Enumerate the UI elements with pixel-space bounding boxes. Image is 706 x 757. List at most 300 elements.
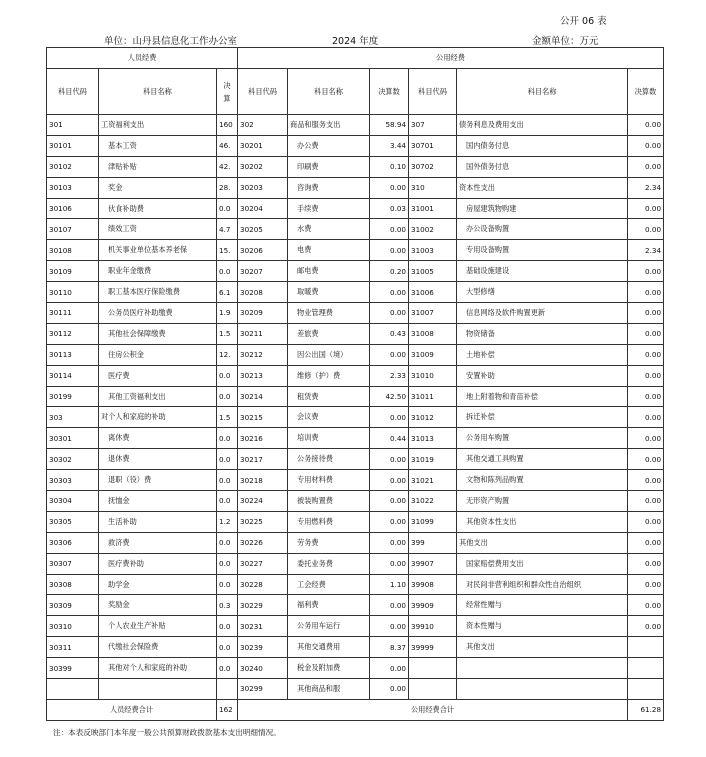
public-code-cell: 30702 [409, 156, 457, 177]
public-name-cell: 无形资产购置 [457, 491, 628, 512]
personnel-code-cell: 30108 [47, 240, 99, 261]
table-row [47, 261, 664, 282]
personnel-name-cell: 医疗费 [99, 365, 217, 386]
personnel-code-cell: 30102 [47, 156, 99, 177]
public-name-cell: 公务用车运行 [288, 616, 370, 637]
public-code-cell: 31013 [409, 428, 457, 449]
public-amount-cell: 0.00 [370, 407, 409, 428]
table-row [47, 511, 664, 532]
public-amount-cell: 0.00 [628, 323, 664, 344]
public-name-cell: 专用燃料费 [288, 511, 370, 532]
personnel-name-cell: 职工基本医疗保险缴费 [99, 282, 217, 303]
year-label: 2024 年度 [332, 36, 379, 47]
personnel-code-cell [47, 679, 99, 700]
col-header-name: 科目名称 [288, 69, 370, 115]
personnel-name-cell: 工资福利支出 [99, 115, 217, 136]
public-name-cell: 物资储备 [457, 323, 628, 344]
table-row [47, 135, 664, 156]
personnel-amount-cell [217, 679, 238, 700]
personnel-amount-cell: 0.0 [217, 449, 238, 470]
public-name-cell: 其他商品和服 [288, 679, 370, 700]
public-name-cell: 因公出国（境） [288, 344, 370, 365]
public-code-cell: 30701 [409, 135, 457, 156]
personnel-amount-cell: 0.0 [217, 491, 238, 512]
public-name-cell: 公务接待费 [288, 449, 370, 470]
public-name-cell: 工会经费 [288, 574, 370, 595]
public-amount-cell: 0.00 [628, 156, 664, 177]
public-amount-cell: 0.00 [370, 219, 409, 240]
table-row [47, 658, 664, 679]
table-row [47, 177, 664, 198]
public-code-cell: 31003 [409, 240, 457, 261]
personnel-amount-cell: 12. [217, 344, 238, 365]
public-name-cell: 印刷费 [288, 156, 370, 177]
personnel-code-cell: 30103 [47, 177, 99, 198]
public-code-cell: 31006 [409, 282, 457, 303]
public-name-cell: 其他支出 [457, 637, 628, 658]
public-amount-cell: 0.00 [370, 303, 409, 324]
public-name-cell: 资本性支出 [457, 177, 628, 198]
col-header-code: 科目代码 [238, 69, 288, 115]
public-amount-cell: 0.00 [370, 511, 409, 532]
personnel-amount-cell: 0.3 [217, 595, 238, 616]
public-amount-cell: 0.03 [370, 198, 409, 219]
personnel-code-cell: 30107 [47, 219, 99, 240]
public-name-cell: 土地补偿 [457, 344, 628, 365]
public-code-cell: 31021 [409, 470, 457, 491]
personnel-name-cell: 对个人和家庭的补助 [99, 407, 217, 428]
public-code-cell: 31011 [409, 386, 457, 407]
personnel-name-cell: 津贴补贴 [99, 156, 217, 177]
personnel-code-cell: 30307 [47, 553, 99, 574]
public-code-cell: 31009 [409, 344, 457, 365]
public-name-cell: 电费 [288, 240, 370, 261]
public-code-cell: 30217 [238, 449, 288, 470]
public-code-cell: 30231 [238, 616, 288, 637]
footnote: 注：本表反映部门本年度一般公共预算财政拨款基本支出明细情况。 [53, 728, 281, 737]
public-code-cell: 30214 [238, 386, 288, 407]
public-amount-cell: 0.00 [370, 553, 409, 574]
public-code-cell: 399 [409, 532, 457, 553]
public-amount-cell: 0.00 [370, 177, 409, 198]
public-code-cell: 30224 [238, 491, 288, 512]
personnel-name-cell: 代缴社会保险费 [99, 637, 217, 658]
public-name-cell: 经常性赠与 [457, 595, 628, 616]
public-code-cell: 30227 [238, 553, 288, 574]
public-amount-cell: 0.00 [370, 616, 409, 637]
personnel-amount-cell: 0.0 [217, 470, 238, 491]
public-code-cell: 31019 [409, 449, 457, 470]
public-code-cell: 30239 [238, 637, 288, 658]
personnel-name-cell: 生活补助 [99, 511, 217, 532]
personnel-name-cell: 其他对个人和家庭的补助 [99, 658, 217, 679]
table-row [47, 323, 664, 344]
public-code-cell: 30208 [238, 282, 288, 303]
public-name-cell: 文物和陈列品购置 [457, 470, 628, 491]
public-code-cell: 30218 [238, 470, 288, 491]
public-code-cell: 30212 [238, 344, 288, 365]
personnel-amount-cell: 0.0 [217, 198, 238, 219]
public-code-cell: 30229 [238, 595, 288, 616]
col-header-final: 决算 [217, 69, 238, 115]
public-amount-cell: 3.44 [370, 135, 409, 156]
table-row [47, 282, 664, 303]
table-row [47, 198, 664, 219]
public-amount-cell: 0.00 [628, 553, 664, 574]
public-amount-cell: 0.00 [370, 532, 409, 553]
public-code-cell: 30211 [238, 323, 288, 344]
public-name-cell: 取暖费 [288, 282, 370, 303]
public-name-cell: 地上附着物和青苗补偿 [457, 386, 628, 407]
personnel-name-cell: 其他工资福利支出 [99, 386, 217, 407]
public-name-cell: 信息网络及软件购置更新 [457, 303, 628, 324]
public-name-cell: 邮电费 [288, 261, 370, 282]
public-amount-cell: 0.00 [628, 491, 664, 512]
public-code-cell: 31012 [409, 407, 457, 428]
col-header-code: 科目代码 [409, 69, 457, 115]
public-amount-cell: 0.00 [628, 386, 664, 407]
public-code-cell: 31022 [409, 491, 457, 512]
personnel-name-cell: 住房公积金 [99, 344, 217, 365]
personnel-code-cell: 30303 [47, 470, 99, 491]
public-name-cell: 租赁费 [288, 386, 370, 407]
public-code-cell [409, 679, 457, 700]
public-name-cell: 其他支出 [457, 532, 628, 553]
public-code-cell: 30240 [238, 658, 288, 679]
public-name-cell: 福利费 [288, 595, 370, 616]
col-header-final: 决算数 [370, 69, 409, 115]
public-name-cell: 专用设备购置 [457, 240, 628, 261]
public-name-cell: 公务用车购置 [457, 428, 628, 449]
public-name-cell: 其他交通费用 [288, 637, 370, 658]
table-row [47, 637, 664, 658]
col-header-code: 科目代码 [47, 69, 99, 115]
personnel-code-cell: 303 [47, 407, 99, 428]
public-code-cell: 30225 [238, 511, 288, 532]
public-amount-cell: 0.00 [628, 532, 664, 553]
public-name-cell: 国家赔偿费用支出 [457, 553, 628, 574]
public-code-cell: 310 [409, 177, 457, 198]
personnel-amount-cell: 0.0 [217, 261, 238, 282]
table-row [47, 365, 664, 386]
personnel-code-cell: 30199 [47, 386, 99, 407]
personnel-name-cell: 公务员医疗补助缴费 [99, 303, 217, 324]
public-code-cell: 30216 [238, 428, 288, 449]
personnel-name-cell: 机关事业单位基本养老保 [99, 240, 217, 261]
public-code-cell: 30215 [238, 407, 288, 428]
public-code-cell: 30205 [238, 219, 288, 240]
public-name-cell: 手续费 [288, 198, 370, 219]
public-amount-cell: 0.00 [628, 219, 664, 240]
table-row [47, 595, 664, 616]
public-name-cell: 其他资本性支出 [457, 511, 628, 532]
unit-label: 单位：山丹县信息化工作办公室 [104, 36, 238, 47]
public-amount-cell: 0.00 [628, 261, 664, 282]
public-code-cell: 39909 [409, 595, 457, 616]
table-row [47, 386, 664, 407]
public-code-cell: 30202 [238, 156, 288, 177]
personnel-name-cell: 抚恤金 [99, 491, 217, 512]
personnel-amount-cell: 1.9 [217, 303, 238, 324]
public-amount-cell: 0.43 [370, 323, 409, 344]
public-name-cell: 基础设施建设 [457, 261, 628, 282]
public-amount-cell: 2.34 [628, 177, 664, 198]
public-code-cell: 302 [238, 115, 288, 136]
public-amount-cell [628, 637, 664, 658]
personnel-total-label: 人员经费合计 [47, 699, 217, 720]
public-name-cell: 办公设备购置 [457, 219, 628, 240]
personnel-code-cell: 30308 [47, 574, 99, 595]
personnel-name-cell: 助学金 [99, 574, 217, 595]
public-name-cell: 维修（护）费 [288, 365, 370, 386]
personnel-code-cell: 301 [47, 115, 99, 136]
personnel-amount-cell: 0.0 [217, 637, 238, 658]
personnel-code-cell: 30111 [47, 303, 99, 324]
public-name-cell: 培训费 [288, 428, 370, 449]
public-amount-cell: 0.00 [370, 595, 409, 616]
personnel-code-cell: 30110 [47, 282, 99, 303]
public-amount-cell: 0.00 [370, 491, 409, 512]
public-amount-cell: 1.10 [370, 574, 409, 595]
table-row [47, 449, 664, 470]
personnel-code-cell: 30302 [47, 449, 99, 470]
public-code-cell: 307 [409, 115, 457, 136]
personnel-name-cell: 奖金 [99, 177, 217, 198]
public-amount-cell [628, 658, 664, 679]
public-amount-cell: 0.10 [370, 156, 409, 177]
public-amount-cell: 0.00 [628, 282, 664, 303]
public-total-value: 61.28 [628, 699, 664, 720]
public-code-cell: 30207 [238, 261, 288, 282]
public-amount-cell: 0.00 [628, 428, 664, 449]
personnel-amount-cell: 160 [217, 115, 238, 136]
personnel-code-cell: 30101 [47, 135, 99, 156]
public-amount-cell: 0.00 [628, 511, 664, 532]
public-code-cell: 30209 [238, 303, 288, 324]
personnel-amount-cell: 0.0 [217, 574, 238, 595]
public-code-cell: 30206 [238, 240, 288, 261]
form-number: 公开 06 表 [560, 16, 607, 27]
public-name-cell [457, 658, 628, 679]
personnel-code-cell: 30109 [47, 261, 99, 282]
col-header-name: 科目名称 [99, 69, 217, 115]
table-row [47, 574, 664, 595]
table-row [47, 156, 664, 177]
public-name-cell: 办公费 [288, 135, 370, 156]
personnel-name-cell: 退休费 [99, 449, 217, 470]
personnel-amount-cell: 15. [217, 240, 238, 261]
personnel-amount-cell: 0.0 [217, 658, 238, 679]
public-name-cell: 委托业务费 [288, 553, 370, 574]
personnel-amount-cell: 0.0 [217, 428, 238, 449]
public-amount-cell: 8.37 [370, 637, 409, 658]
public-name-cell: 其他交通工具购置 [457, 449, 628, 470]
personnel-code-cell: 30309 [47, 595, 99, 616]
personnel-amount-cell: 1.2 [217, 511, 238, 532]
table-row [47, 616, 664, 637]
public-amount-cell: 58.94 [370, 115, 409, 136]
public-name-cell: 国外债务付息 [457, 156, 628, 177]
public-name-cell: 拆迁补偿 [457, 407, 628, 428]
public-code-cell: 39999 [409, 637, 457, 658]
public-code-cell: 30204 [238, 198, 288, 219]
public-amount-cell: 0.00 [628, 407, 664, 428]
personnel-amount-cell: 4.7 [217, 219, 238, 240]
table-row [47, 553, 664, 574]
personnel-code-cell: 30304 [47, 491, 99, 512]
table-row [47, 532, 664, 553]
amount-unit-label: 金额单位：万元 [532, 36, 599, 47]
personnel-name-cell: 伙食补助费 [99, 198, 217, 219]
expenditure-table [46, 47, 664, 721]
public-name-cell: 国内债务付息 [457, 135, 628, 156]
table-row [47, 219, 664, 240]
personnel-code-cell: 30114 [47, 365, 99, 386]
public-code-cell: 31001 [409, 198, 457, 219]
personnel-name-cell: 医疗费补助 [99, 553, 217, 574]
section-header-row [47, 48, 664, 69]
table-row [47, 679, 664, 700]
personnel-name-cell: 绩效工资 [99, 219, 217, 240]
public-name-cell: 差旅费 [288, 323, 370, 344]
personnel-amount-cell: 6.1 [217, 282, 238, 303]
public-amount-cell: 0.00 [628, 574, 664, 595]
personnel-amount-cell: 1.5 [217, 407, 238, 428]
personnel-amount-cell: 1.5 [217, 323, 238, 344]
public-code-cell: 39907 [409, 553, 457, 574]
public-amount-cell: 42.50 [370, 386, 409, 407]
table-row [47, 344, 664, 365]
public-code-cell [409, 658, 457, 679]
table-row [47, 240, 664, 261]
public-amount-cell: 0.00 [370, 470, 409, 491]
personnel-name-cell: 其他社会保障缴费 [99, 323, 217, 344]
public-amount-cell: 0.00 [628, 303, 664, 324]
public-name-cell: 安置补助 [457, 365, 628, 386]
public-amount-cell: 0.00 [628, 616, 664, 637]
table-row [47, 470, 664, 491]
public-code-cell: 31099 [409, 511, 457, 532]
public-code-cell: 39910 [409, 616, 457, 637]
public-code-cell: 39908 [409, 574, 457, 595]
table-row [47, 428, 664, 449]
public-code-cell: 31005 [409, 261, 457, 282]
public-code-cell: 30228 [238, 574, 288, 595]
col-header-final: 决算数 [628, 69, 664, 115]
table-row [47, 303, 664, 324]
column-header-row [47, 69, 664, 115]
public-code-cell: 31008 [409, 323, 457, 344]
public-name-cell: 咨询费 [288, 177, 370, 198]
public-amount-cell: 0.00 [370, 658, 409, 679]
public-name-cell: 专用材料费 [288, 470, 370, 491]
table-row [47, 115, 664, 136]
public-amount-cell [628, 679, 664, 700]
personnel-name-cell: 离休费 [99, 428, 217, 449]
public-name-cell: 对民间非营利组织和群众性自治组织 [457, 574, 628, 595]
public-name-cell [457, 679, 628, 700]
personnel-code-cell: 30112 [47, 323, 99, 344]
personnel-name-cell: 基本工资 [99, 135, 217, 156]
public-amount-cell: 0.44 [370, 428, 409, 449]
public-amount-cell: 0.00 [628, 449, 664, 470]
public-code-cell: 30299 [238, 679, 288, 700]
public-name-cell: 大型修缮 [457, 282, 628, 303]
public-amount-cell: 0.00 [628, 344, 664, 365]
public-amount-cell: 2.33 [370, 365, 409, 386]
public-amount-cell: 0.00 [370, 344, 409, 365]
public-amount-cell: 0.20 [370, 261, 409, 282]
personnel-name-cell: 奖励金 [99, 595, 217, 616]
public-amount-cell: 0.00 [370, 282, 409, 303]
section-personnel: 人员经费 [47, 48, 238, 69]
personnel-code-cell: 30306 [47, 532, 99, 553]
personnel-amount-cell: 0.0 [217, 386, 238, 407]
personnel-name-cell: 救济费 [99, 532, 217, 553]
personnel-amount-cell: 0.0 [217, 532, 238, 553]
public-code-cell: 31007 [409, 303, 457, 324]
personnel-code-cell: 30305 [47, 511, 99, 532]
public-amount-cell: 0.00 [370, 240, 409, 261]
table-row [47, 491, 664, 512]
totals-row [47, 699, 664, 720]
personnel-code-cell: 30113 [47, 344, 99, 365]
personnel-amount-cell: 28. [217, 177, 238, 198]
section-public: 公用经费 [238, 48, 664, 69]
public-name-cell: 房屋建筑物购建 [457, 198, 628, 219]
personnel-name-cell [99, 679, 217, 700]
public-name-cell: 税金及附加费 [288, 658, 370, 679]
public-total-label: 公用经费合计 [238, 699, 628, 720]
personnel-code-cell: 30106 [47, 198, 99, 219]
public-amount-cell: 0.00 [628, 115, 664, 136]
personnel-amount-cell: 0.0 [217, 616, 238, 637]
public-amount-cell: 0.00 [628, 470, 664, 491]
public-amount-cell: 0.00 [370, 449, 409, 470]
personnel-name-cell: 个人农业生产补贴 [99, 616, 217, 637]
public-code-cell: 30201 [238, 135, 288, 156]
public-name-cell: 水费 [288, 219, 370, 240]
public-code-cell: 31002 [409, 219, 457, 240]
personnel-code-cell: 30311 [47, 637, 99, 658]
public-code-cell: 30226 [238, 532, 288, 553]
public-name-cell: 商品和服务支出 [288, 115, 370, 136]
public-name-cell: 被装购置费 [288, 491, 370, 512]
public-name-cell: 劳务费 [288, 532, 370, 553]
public-amount-cell: 0.00 [628, 135, 664, 156]
public-amount-cell: 2.34 [628, 240, 664, 261]
public-amount-cell: 0.00 [370, 679, 409, 700]
public-name-cell: 会议费 [288, 407, 370, 428]
public-name-cell: 债务利息及费用支出 [457, 115, 628, 136]
personnel-code-cell: 30301 [47, 428, 99, 449]
personnel-amount-cell: 0.0 [217, 365, 238, 386]
personnel-name-cell: 职业年金缴费 [99, 261, 217, 282]
personnel-amount-cell: 42. [217, 156, 238, 177]
public-code-cell: 31010 [409, 365, 457, 386]
personnel-amount-cell: 46. [217, 135, 238, 156]
public-amount-cell: 0.00 [628, 595, 664, 616]
personnel-total-value: 162 [217, 699, 238, 720]
public-name-cell: 资本性赠与 [457, 616, 628, 637]
personnel-code-cell: 30399 [47, 658, 99, 679]
public-code-cell: 30203 [238, 177, 288, 198]
personnel-name-cell: 退职（役）费 [99, 470, 217, 491]
public-name-cell: 物业管理费 [288, 303, 370, 324]
public-amount-cell: 0.00 [628, 365, 664, 386]
table-row [47, 407, 664, 428]
public-code-cell: 30213 [238, 365, 288, 386]
